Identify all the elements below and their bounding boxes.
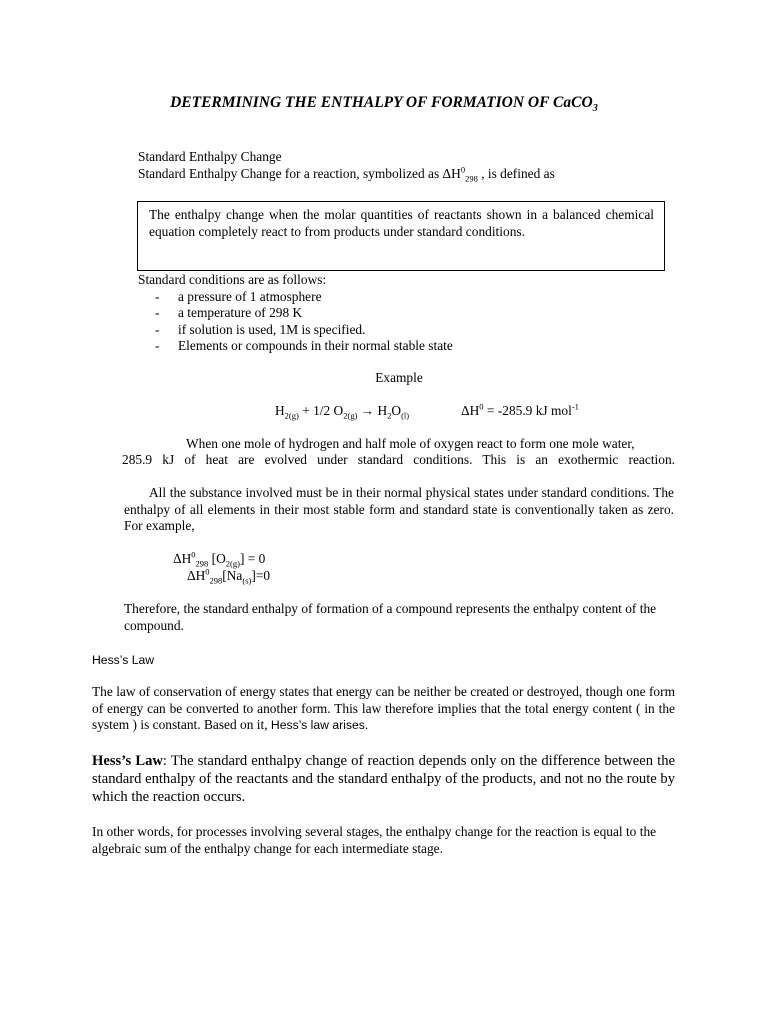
- enthalpy-value: $\Delta H^0 = -285.9$ kJ mol$^{-1}$: [461, 401, 579, 418]
- sodium-zero-enthalpy: $\Delta H^0_{298}[Na_{(s)}]=0$: [187, 566, 271, 586]
- conditions-block: [138, 272, 453, 355]
- list-item: - a pressure of 1 atmosphere: [155, 288, 322, 304]
- section-heading-standard-enthalpy-change: Standard Enthalpy Change: [138, 149, 282, 164]
- document-title: DETERMINING THE ENTHALPY OF FORMATION OF CaCO$_3$: [170, 94, 598, 115]
- definition-box: [137, 201, 665, 271]
- definition-text: The enthalpy change when the molar quantities of reactants shown in a balanced chemical equation completely react to from products under standard conditions.: [149, 207, 654, 239]
- list-item: - if solution is used, 1M is specified.: [155, 321, 366, 337]
- example-label: Example: [375, 370, 423, 385]
- intermediate-stages-paragraph: In other words, for processes involving several stages, the enthalpy change for the reaction is equal to the algebraic sum of the enthalpy change for each intermediate stage.: [92, 824, 657, 856]
- hess-law-heading: Hess’s Law: [92, 653, 155, 667]
- energy-conservation-paragraph: The law of conservation of energy states that energy can be neither be created or destroyed, though one form of energy can be converted to another form. This law therefore implies that the total energy content ( in the system ) is constant. Based on it, Hess’s law arises.: [92, 684, 675, 732]
- conditions-heading: Standard conditions are as follows:: [138, 272, 327, 287]
- hess-law-definition: Hess’s Law: The standard enthalpy change of reaction depends only on the difference between the standard enthalpy of the reactants and the standard enthalpy of the products, and not no the route by which the reaction occurs.: [92, 753, 675, 805]
- standard-state-paragraph: All the substance involved must be in their normal physical states under standard conditions. The enthalpy of all elements in their most stable form and standard state is conventionally taken as zero. For example,: [124, 485, 674, 533]
- exothermic-paragraph-line-2: 285.9 kJ of heat are evolved under standard conditions. This is an exothermic reaction.: [122, 452, 675, 467]
- conditions-list: [138, 289, 453, 355]
- hydrogen-combustion-equation: $H_{2(g)} + 1/2$ $O_{2(g)} \to H_2O_{(l)}$: [275, 403, 410, 421]
- standard-enthalpy-definition-line: Standard Enthalpy Change for a reaction, symbolized as $\Delta H^0_{298}$ , is defined as: [138, 164, 555, 184]
- list-item: - a temperature of 298 K: [155, 305, 303, 320]
- oxygen-zero-enthalpy: $\Delta H^0_{298}$ $[O_{2(g)}] = 0$: [173, 549, 266, 569]
- exothermic-paragraph-line-1: When one mole of hydrogen and half mole of oxygen react to form one mole water,: [186, 436, 635, 451]
- list-item: - Elements or compounds in their normal stable state: [155, 338, 453, 353]
- formation-enthalpy-paragraph: Therefore, the standard enthalpy of formation of a compound represents the enthalpy content of the compound.: [124, 601, 657, 633]
